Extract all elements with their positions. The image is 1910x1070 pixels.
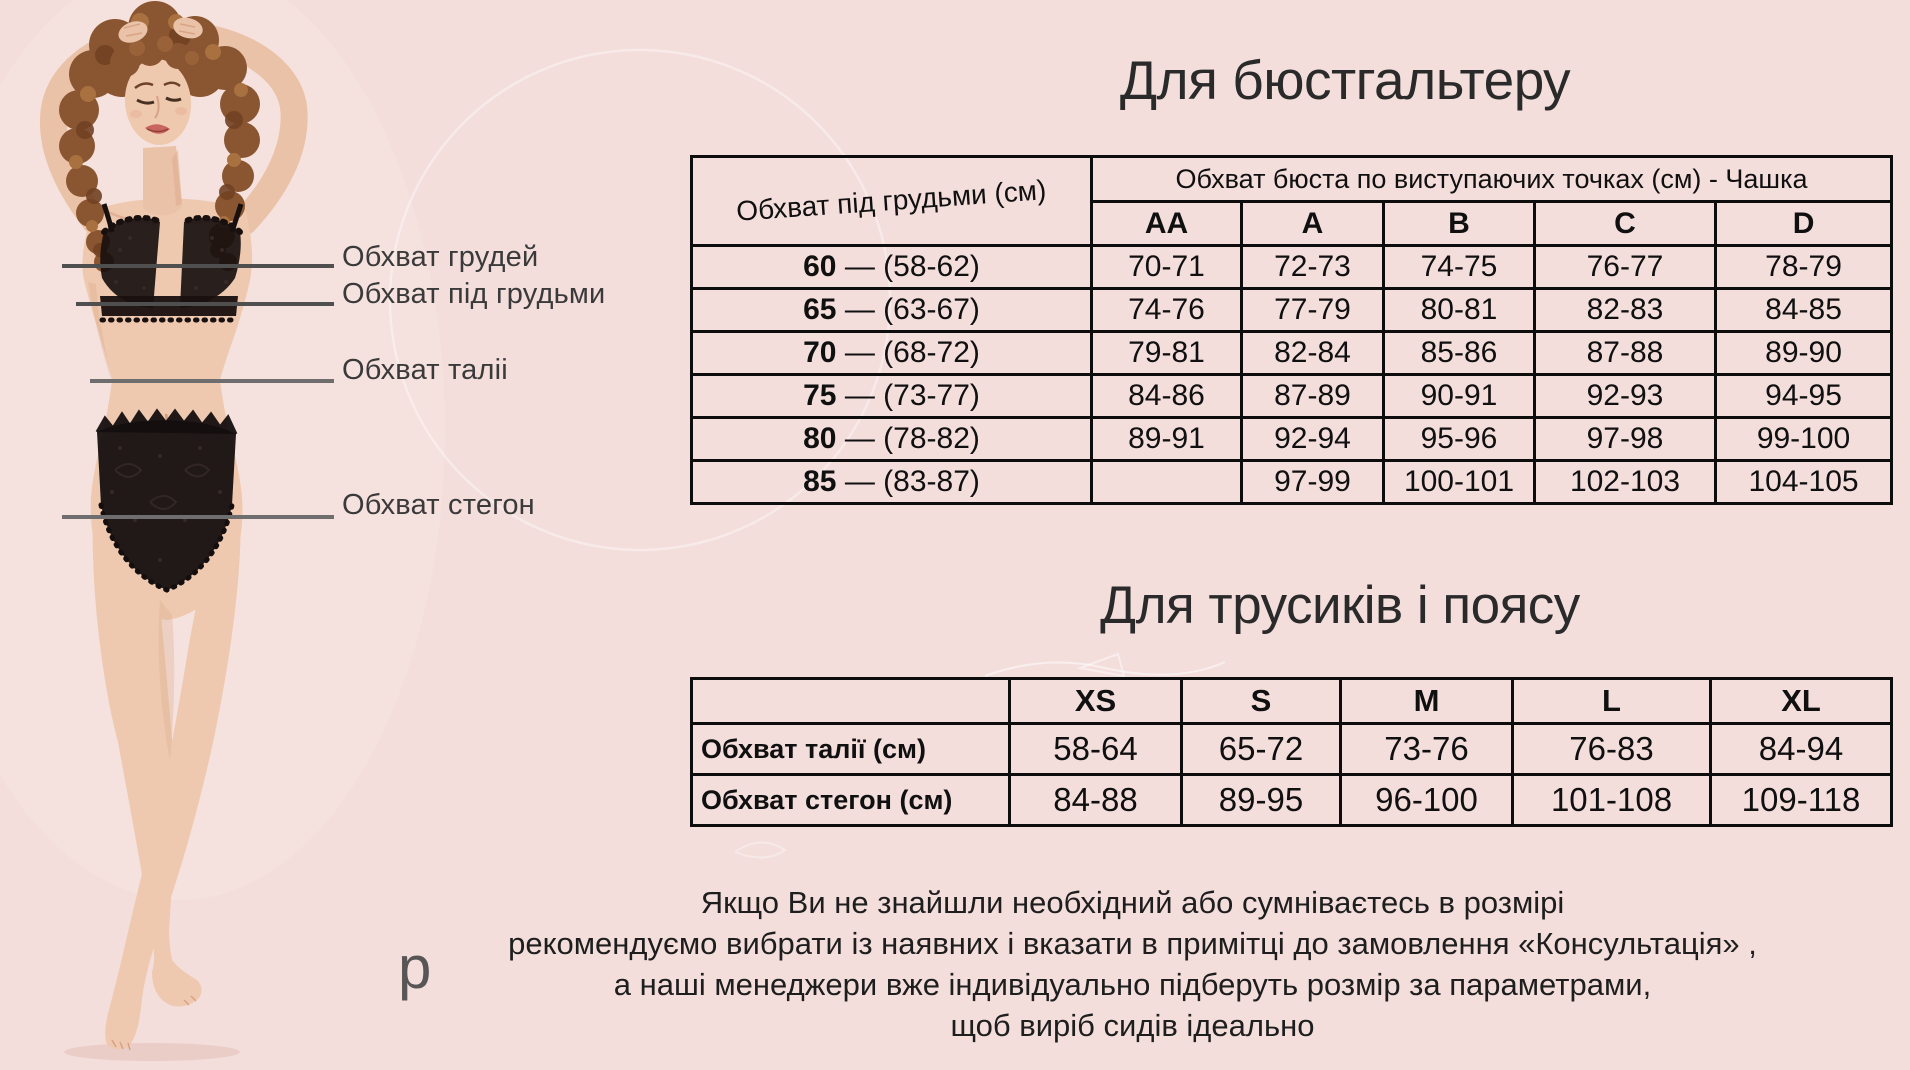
panties-size-table — [690, 677, 1893, 827]
bra-table-row — [692, 246, 1892, 289]
bra-table-row — [692, 332, 1892, 375]
panties-section-title: Для трусиків і поясу — [1100, 576, 1580, 635]
size-column-header: XL — [1711, 679, 1892, 724]
band-size-label: 75 — (73-77) — [692, 375, 1092, 418]
footer-note — [380, 882, 1885, 1046]
bra-table-body — [692, 246, 1892, 504]
panties-size-cell: 96-100 — [1341, 775, 1513, 826]
cup-column-header: AA — [1092, 202, 1242, 246]
bra-size-cell: 94-95 — [1716, 375, 1892, 418]
band-size-label: 80 — (78-82) — [692, 418, 1092, 461]
bra-table-span-header: Обхват бюста по виступаючих точках (см) - Чашка — [1092, 157, 1892, 202]
panties-size-cell: 65-72 — [1182, 724, 1341, 775]
panties-size-cell: 76-83 — [1513, 724, 1711, 775]
bra-size-cell: 92-93 — [1535, 375, 1716, 418]
footer-note-line: а наші менеджери вже індивідуально підберуть розмір за параметрами, — [613, 967, 1652, 1002]
band-size-label: 70 — (68-72) — [692, 332, 1092, 375]
bra-size-cell: 80-81 — [1384, 289, 1535, 332]
bra-size-cell: 79-81 — [1092, 332, 1242, 375]
bra-size-cell: 92-94 — [1242, 418, 1384, 461]
waist-measure-line — [90, 379, 334, 383]
panties-size-cell: 89-95 — [1182, 775, 1341, 826]
cup-column-header: B — [1384, 202, 1535, 246]
band-size-label: 85 — (83-87) — [692, 461, 1092, 504]
measurement-row-label: Обхват стегон (см) — [692, 775, 1010, 826]
bra-size-cell: 84-86 — [1092, 375, 1242, 418]
cup-column-header: D — [1716, 202, 1892, 246]
bra-table-row — [692, 418, 1892, 461]
waist-measure-label: Обхват таліі — [342, 354, 508, 386]
bra-size-cell: 99-100 — [1716, 418, 1892, 461]
bra-size-cell — [1092, 461, 1242, 504]
bra-size-cell: 84-85 — [1716, 289, 1892, 332]
bra-section-title: Для бюстгальтеру — [1119, 49, 1571, 111]
bra-size-cell: 89-91 — [1092, 418, 1242, 461]
size-column-header: M — [1341, 679, 1513, 724]
cup-column-header: A — [1242, 202, 1384, 246]
bra-size-cell: 89-90 — [1716, 332, 1892, 375]
bra-size-cell: 87-88 — [1535, 332, 1716, 375]
bra-table-row — [692, 375, 1892, 418]
panties-table-row — [692, 775, 1892, 826]
size-column-header: L — [1513, 679, 1711, 724]
bra-size-cell: 90-91 — [1384, 375, 1535, 418]
bra-size-cell: 82-84 — [1242, 332, 1384, 375]
bra-size-cell: 72-73 — [1242, 246, 1384, 289]
panties-size-cell: 84-94 — [1711, 724, 1892, 775]
bust-measure-line — [62, 264, 334, 268]
bra-size-cell: 82-83 — [1535, 289, 1716, 332]
panties-table-row — [692, 724, 1892, 775]
bra-size-cell: 70-71 — [1092, 246, 1242, 289]
footer-note-line: рекомендуємо вибрати із наявних і вказати в примітці до замовлення «Консультація» , — [508, 926, 1757, 961]
bra-size-cell: 85-86 — [1384, 332, 1535, 375]
band-size-label: 65 — (63-67) — [692, 289, 1092, 332]
bra-size-cell: 74-76 — [1092, 289, 1242, 332]
bra-size-cell: 104-105 — [1716, 461, 1892, 504]
hips-measure-label: Обхват стегон — [342, 489, 535, 521]
bra-size-cell: 74-75 — [1384, 246, 1535, 289]
underbust-measure-label: Обхват під грудьми — [342, 278, 606, 310]
bra-size-cell: 87-89 — [1242, 375, 1384, 418]
band-size-label: 60 — (58-62) — [692, 246, 1092, 289]
size-column-header: XS — [1010, 679, 1182, 724]
bust-measure-label: Обхват грудей — [342, 241, 539, 273]
bra-size-cell: 95-96 — [1384, 418, 1535, 461]
bra-size-cell: 77-79 — [1242, 289, 1384, 332]
bra-size-cell: 97-98 — [1535, 418, 1716, 461]
panties-size-cell: 101-108 — [1513, 775, 1711, 826]
bra-size-cell: 97-99 — [1242, 461, 1384, 504]
bra-table-corner-header: Обхват під грудьми (см) — [692, 157, 1092, 246]
panties-size-cell: 58-64 — [1010, 724, 1182, 775]
panties-size-cell: 73-76 — [1341, 724, 1513, 775]
bra-table-row — [692, 289, 1892, 332]
panties-size-cell: 84-88 — [1010, 775, 1182, 826]
bra-size-cell: 76-77 — [1535, 246, 1716, 289]
panties-size-cell: 109-118 — [1711, 775, 1892, 826]
cup-column-header: C — [1535, 202, 1716, 246]
measurement-row-label: Обхват талії (см) — [692, 724, 1010, 775]
bra-size-cell: 100-101 — [1384, 461, 1535, 504]
footer-note-line: щоб виріб сидів ідеально — [950, 1008, 1315, 1043]
hips-measure-line — [62, 515, 334, 519]
bra-table-row — [692, 461, 1892, 504]
panties-table-blank-corner — [692, 679, 1010, 724]
watermark-letter: p — [398, 934, 432, 1001]
bra-size-table — [690, 155, 1893, 505]
panties-header-row — [692, 679, 1892, 724]
size-column-header: S — [1182, 679, 1341, 724]
underbust-measure-line — [76, 302, 334, 306]
bra-size-cell: 78-79 — [1716, 246, 1892, 289]
panties-table-body — [692, 724, 1892, 826]
footer-note-line: Якщо Ви не знайшли необхідний або сумніваєтесь в розмірі — [700, 885, 1565, 920]
bra-size-cell: 102-103 — [1535, 461, 1716, 504]
